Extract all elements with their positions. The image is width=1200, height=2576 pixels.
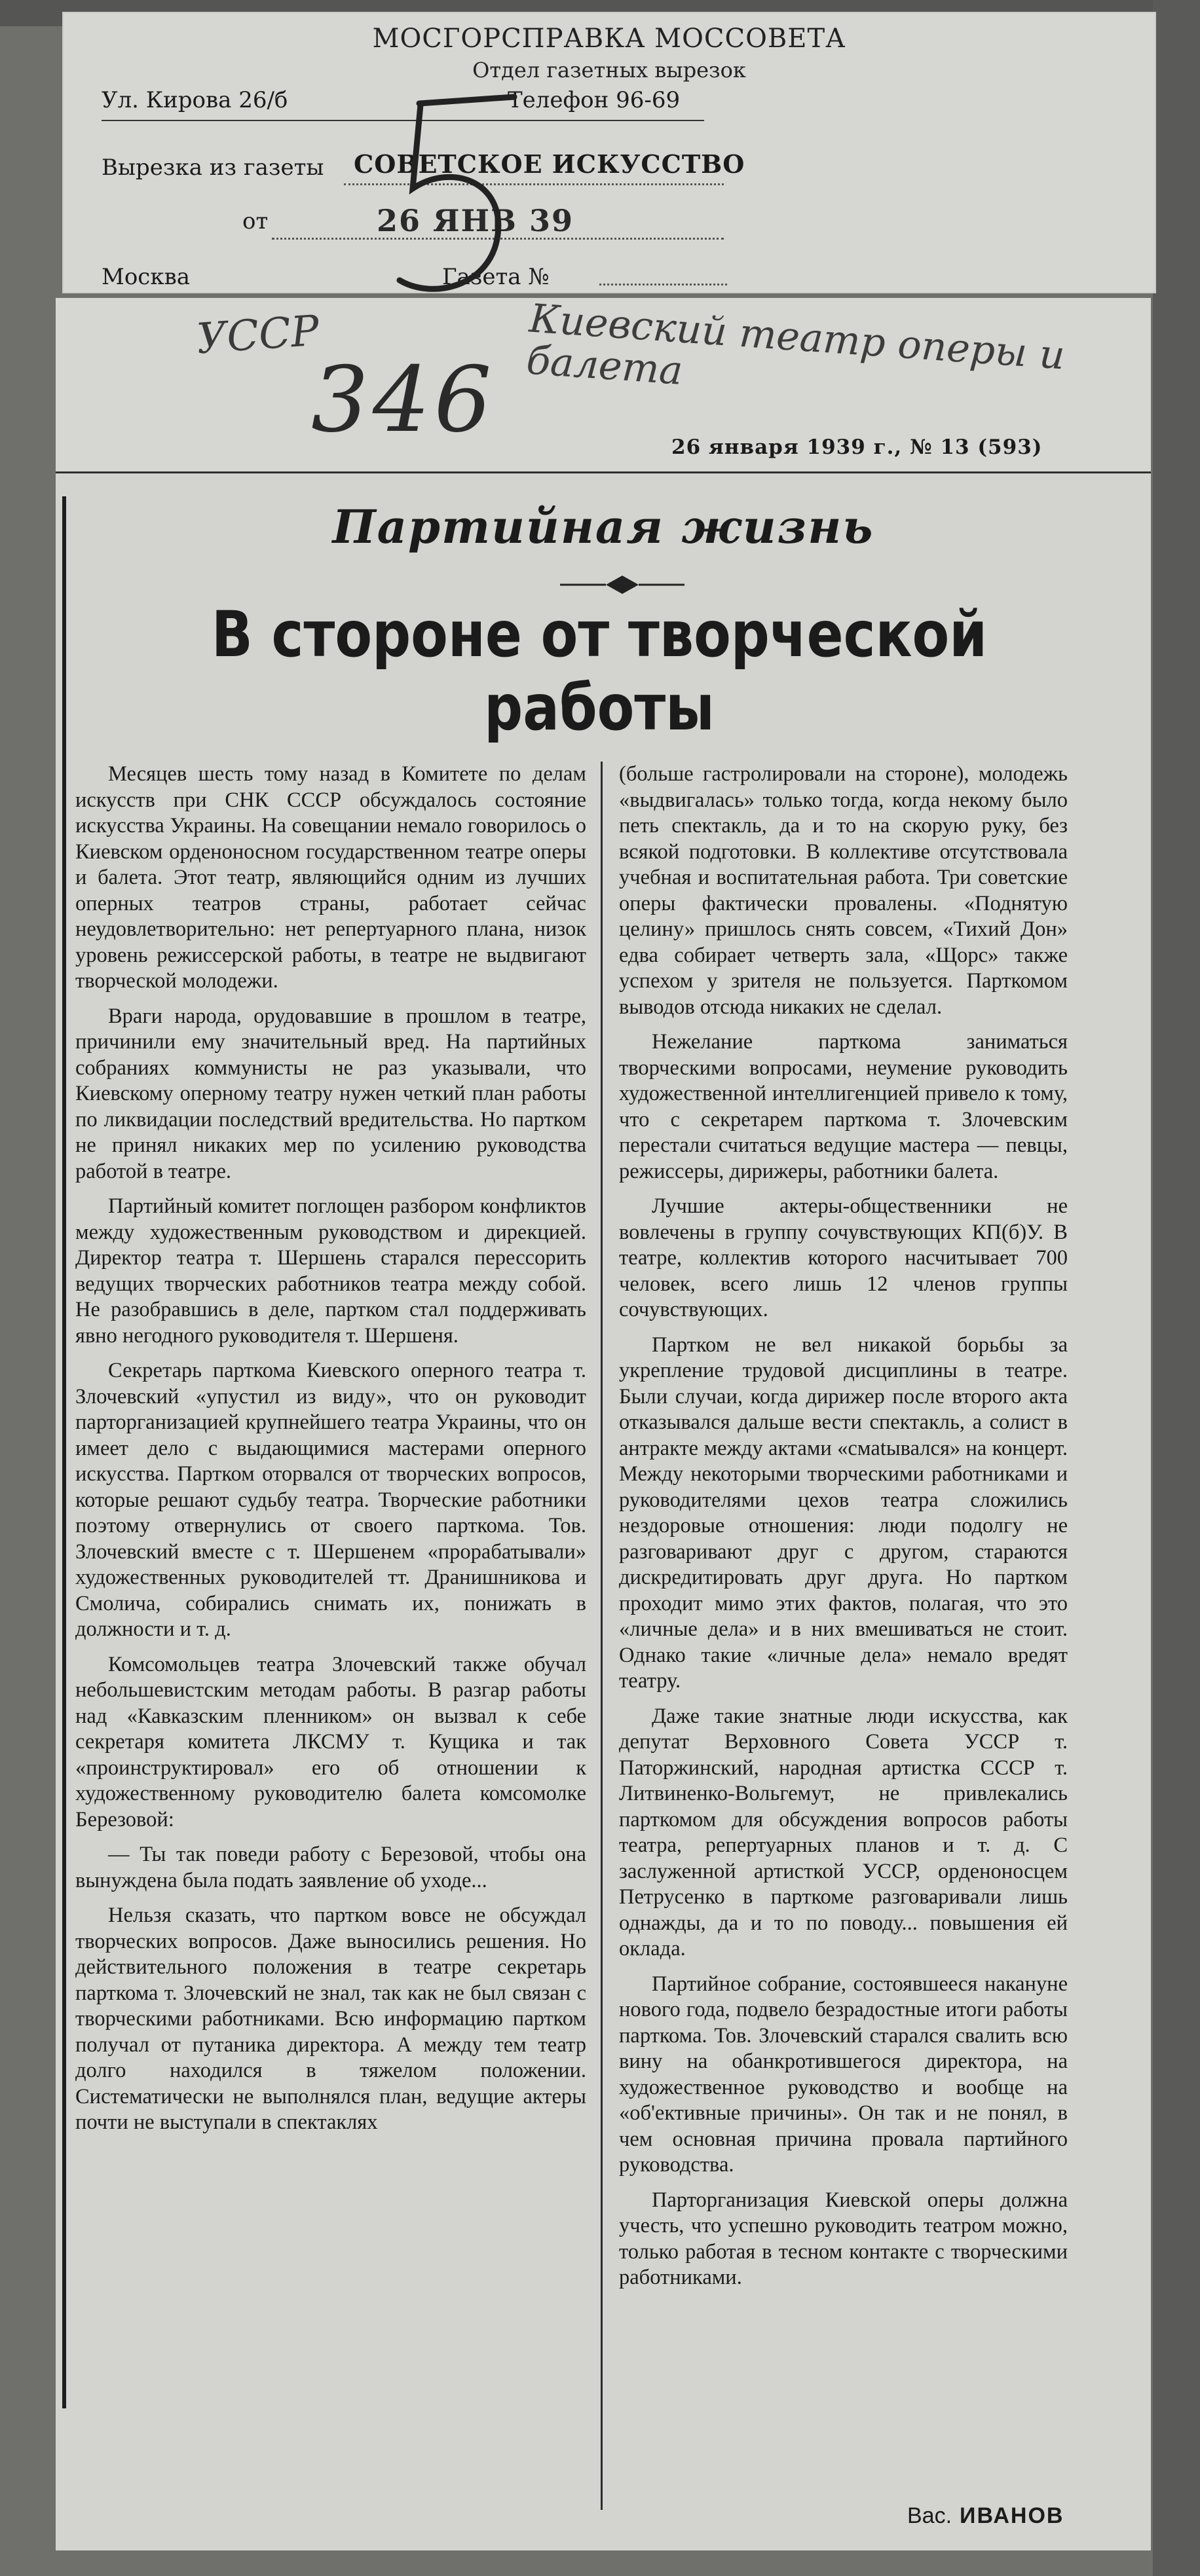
paragraph: Нельзя сказать, что партком вовсе не обсуждал творческих вопросов. Даже выносились решения. Но действительного положения в театре секретарь парткома т. Злочевский не знал, так как не был связан с творческими работниками. Всю информацию партком получал от путаника директора. А между тем театр долго находился в тяжелом положении. Систематически не выполнялся план, ведущие актеры почти не выступали в спектаклях [75, 1904, 586, 2134]
column-divider [601, 762, 603, 2510]
article-column-right [619, 762, 1068, 2300]
paragraph: Комсомольцев театра Злочевский также обучал небольшевистским методам работы. В разгар работы над «Кавказским пленником» он вызвал к себе секретаря комитета ЛКСМУ т. Кущика и так «проинструктировал» его об отношении к художественному руководителю балета комсомолке Березовой: [75, 1652, 586, 1831]
paragraph: Враги народа, орудовавшие в прошлом в театре, причинили ему значительный вред. На партийных собраниях коммунисты не раз указывали, что Киевскому оперному театру нужен четкий план работы по ликвидации последствий вредительства. Но партком не принял никаких мер по усилению руководства работой в театре. [75, 1004, 586, 1183]
slip-gazette-number-label: Газета № [442, 264, 550, 290]
slip-address: Ул. Кирова 26/б [102, 87, 288, 113]
handwritten-number: 346 [311, 347, 496, 452]
paragraph: Лучшие актеры-общественники не вовлечены в группу сочувствующих КП(б)У. В театре, коллектив которого насчитывает 700 человек, всего лишь 12 членов группы сочувствующих. [619, 1194, 1068, 1321]
slip-from-label: от [242, 208, 269, 234]
clipping-sheet [56, 295, 1151, 2550]
slip-city: Москва [102, 264, 190, 290]
rubric-title: Партийная жизнь [332, 500, 874, 554]
article-headline: В стороне от творческой работы [211, 598, 988, 745]
paragraph: Партийное собрание, состоявшееся накануне нового года, подвело безрадостные итоги работы парткома. Тов. Злочевский старался свалить всю вину на обанкротившегося директора, на художественное руководство и вообще на «об'ективные причины». Он так и не понял, в чем основная причина провала партийного руководства. [619, 1972, 1068, 2177]
paragraph: Парторганизация Киевской оперы должна учесть, что успешно руководить театром можно, только работая в тесном контакте с творческими работниками. [619, 2188, 1068, 2289]
paragraph: Даже такие знатные люди искусства, как депутат Верховного Совета УССР т. Паторжинский, народная артистка СССР т. Литвиненко-Вольгемут, не привлекались парткомом для обсуждения вопросов работы театра, репертуарных планов и т. д. С заслуженной артисткой УССР, орденоносцем Петрусенко в парткоме разговаривали лишь однажды, да и то по поводу... повышения ей оклада. [619, 1704, 1068, 1960]
paragraph: Партком не вел никакой борьбы за укрепление трудовой дисциплины в театре. Были случаи, когда дирижер после второго акта отказывался дальше вести спектакль, а солист в антракте между актами «смatывался» на концерт. Между некоторыми творческими работниками и руководителями цехов театра сложились нездоровые отношения: люди подолгу не разговаривают друг с другом, стараются дискредитировать друг друга. Но партком проходит мимо этих фактов, полагая, что это «личные дела» и в них вмешиваться не стоит. Однако такие «личные дела» немало вредят театру. [619, 1333, 1068, 1693]
article [56, 473, 1151, 2550]
paragraph: (больше гастролировали на стороне), молодежь «выдвигалась» только тогда, когда некому было петь спектакль, да и то на скорую руку, без всякой подготовки. В коллективе отсутствовала учебная и воспитательная работа. Три советские оперы фактически провалены. «Поднятую целину» пришлось снять совсем, «Тихий Дон» едва собирает четверть зала, «Щорс» также успехом у зрителя не пользуется. Парткомом выводов отсюда никаких не сделал. [619, 762, 1068, 1019]
handwritten-number-five [393, 90, 517, 306]
slip-dotted-line [599, 284, 727, 285]
ornament-divider [560, 572, 684, 598]
paragraph: — Ты так поведи работу с Березовой, чтобы она вынуждена была подать заявление об уходе... [75, 1843, 586, 1892]
signature-initial: Вас. [907, 2503, 952, 2528]
slip-phone: Телефон 96-69 [508, 87, 681, 113]
handwritten-ussr: УССР [195, 306, 321, 364]
slip-date-stamp: 26 ЯНВ 39 [377, 203, 574, 238]
article-column-left [75, 762, 586, 2145]
slip-department: Отдел газетных вырезок [472, 58, 746, 83]
author-signature [907, 2503, 1064, 2529]
handwritten-theatre-note: Киевский театр оперы и балета [525, 295, 1066, 394]
slip-paper-name: СОВЕТСКОЕ ИСКУССТВО [354, 149, 745, 179]
slip-clip-label: Вырезка из газеты [102, 155, 324, 181]
paragraph: Нежелание парткома заниматься творческими вопросами, неумение руководить художественной интеллигенцией привело к тому, что с секретарем парткома т. Злочевским перестали считаться ведущие мастера — певцы, режиссеры, дирижеры, работники балета. [619, 1030, 1068, 1183]
signature-surname: ИВАНОВ [960, 2503, 1064, 2528]
paragraph: Секретарь парткома Киевского оперного театра т. Злочевский «упустил из виду», что он руководит парторганизацией крупнейшего театра Украины, что он имеет дело с выдающимися мастерами оперного искусства. Партком оторвался от творческих вопросов, которые решают судьбу театра. Творческие работники поэтому отвернулись от своего парткома. Тов. Злочевский вместе с т. Шершенем «прорабатывали» художественных руководителей тт. Дранишникова и Смолича, собирались снимать их, понижать в должности и т. д. [75, 1359, 586, 1641]
article-left-rule [62, 496, 66, 2408]
paragraph: Месяцев шесть тому назад в Комитете по делам искусств при СНК СССР обсуждалось состояние искусства Украины. На совещании немало говорилось о Киевском орденоносном государственном театре оперы и балета. Этот театр, являющийся одним из лучших оперных театров страны, работает сейчас неудовлетворительно: нет репертуарного плана, низок уровень режиссерской работы, в театре не выдвигают творческой молодежи. [75, 762, 586, 993]
reference-slip [62, 12, 1156, 293]
sheet-header [56, 295, 1151, 473]
backdrop-right [1153, 0, 1200, 2576]
slip-organization: МОСГОРСПРАВКА МОССОВЕТА [372, 24, 846, 54]
issue-dateline: 26 января 1939 г., № 13 (593) [671, 435, 1043, 459]
paragraph: Партийный комитет поглощен разбором конфликтов между художественным руководством и дирекцией. Директор театра т. Шершень старался перессорить ведущих творческих работников театра между собой. Не разобравшись в деле, партком стал поддерживать явно негодного руководителя т. Шершеня. [75, 1194, 586, 1348]
